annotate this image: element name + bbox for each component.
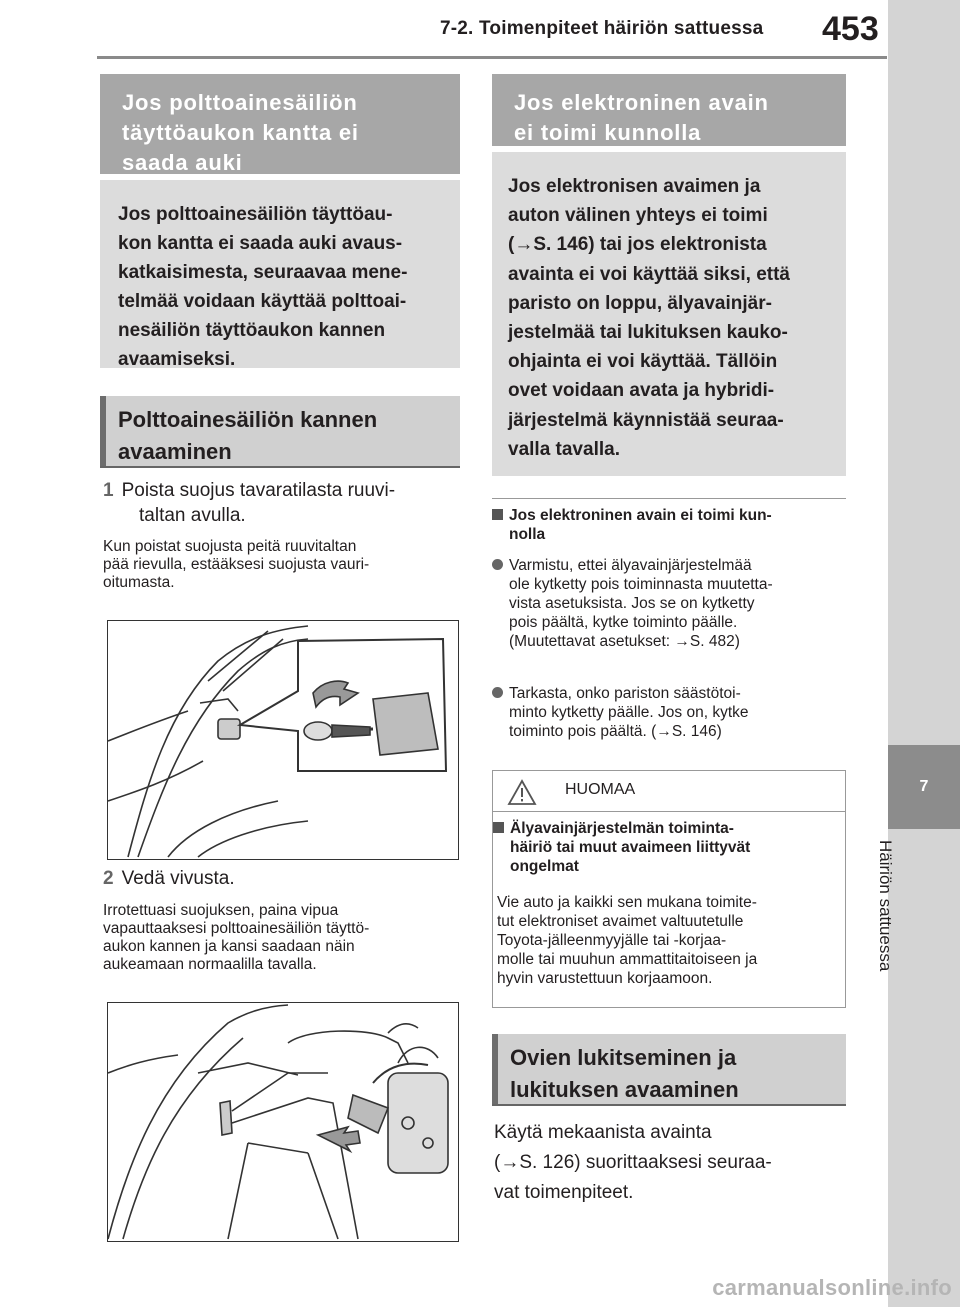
- intro-line: Jos polttoainesäiliön täyttöau-: [118, 204, 393, 225]
- closing-line: (→S. 126) suorittaaksesi seuraa-: [494, 1152, 772, 1173]
- note-line: aukeamaan normaalilla tavalla.: [103, 956, 317, 973]
- intro-line: avainta ei voi käyttää siksi, että: [508, 263, 790, 285]
- illustration-remove-cover: [107, 620, 459, 860]
- step-2: [103, 866, 463, 891]
- bullet-line: ole kytketty pois toiminnasta muutetta-: [509, 576, 773, 593]
- step-text: taltan avulla.: [139, 505, 246, 526]
- bullet-item-1: [492, 556, 846, 651]
- step-number: 1: [103, 480, 114, 501]
- notice-head-line: häiriö tai muut avaimeen liittyvät: [510, 839, 751, 856]
- note-line: pää rievulla, estääksesi suojusta vauri-: [103, 556, 370, 573]
- bullet-heading-line: nolla: [509, 526, 546, 543]
- bullet-line: minto kytketty päälle. Jos on, kytke: [509, 704, 749, 721]
- chapter-label-text: Häiriön sattuessa: [876, 840, 895, 972]
- header-rule: [97, 56, 887, 59]
- step-1-note: [103, 538, 463, 592]
- notice-heading: [493, 819, 843, 876]
- trunk-screwdriver-illustration: [108, 621, 457, 858]
- notice-title: HUOMAA: [565, 781, 636, 798]
- trunk-lever-illustration: [108, 1003, 457, 1240]
- intro-line: paristo on loppu, älyavainjär-: [508, 292, 772, 314]
- square-bullet-icon: [492, 509, 503, 520]
- note-line: vapauttaaksesi polttoainesäiliön täyttö-: [103, 920, 370, 937]
- subheading-line: avaaminen: [118, 439, 232, 464]
- circle-bullet-icon: [492, 559, 503, 570]
- bullet-line: vista asetuksista. Jos se on kytketty: [509, 595, 755, 612]
- notice-body-line: molle tai muuhun ammattitaitoiseen ja: [497, 951, 758, 968]
- notice-body-line: tut elektroniset avaimet valtuutetulle: [497, 913, 744, 930]
- heading-line: saada auki: [122, 150, 243, 175]
- watermark: [0, 1275, 960, 1301]
- illustration-pull-lever: [107, 1002, 459, 1242]
- step-text: Poista suojus tavaratilasta ruuvi-: [121, 480, 396, 501]
- heading-line: Jos elektroninen avain: [514, 90, 769, 115]
- subheading-bar: [100, 396, 106, 466]
- note-line: Irrotettuasi suojuksen, paina vipua: [103, 902, 339, 919]
- intro-line: ovet voidaan avata ja hybridi-: [508, 380, 775, 402]
- watermark-text: carmanualsonline.info: [712, 1275, 952, 1300]
- notice-head-line: ongelmat: [510, 858, 579, 875]
- square-bullet-icon: [493, 822, 504, 833]
- notice-body-line: hyvin varustettuun korjaamoon.: [497, 970, 713, 987]
- note-line: Kun poistat suojusta peitä ruuvitaltan: [103, 538, 357, 555]
- step-number: 2: [103, 868, 114, 889]
- notice-body-line: Toyota-jälleenmyyjälle tai -korjaa-: [497, 932, 727, 949]
- subheading-rule: [492, 1104, 846, 1106]
- step-1: [103, 478, 463, 528]
- notice-head-line: Älyavainjärjestelmän toiminta-: [510, 820, 734, 837]
- step-2-note: [103, 902, 463, 974]
- electronic-key-heading: [492, 74, 846, 146]
- chapter-tab[interactable]: 7: [888, 745, 960, 829]
- chapter-label: [876, 840, 919, 1010]
- closing-line: Käytä mekaanista avainta: [494, 1122, 712, 1143]
- intro-line: avaamiseksi.: [118, 349, 236, 370]
- section-title: 7-2. Toimenpiteet häiriön sattuessa: [440, 18, 764, 39]
- electronic-key-intro: [492, 152, 846, 476]
- bullet-item-2: [492, 684, 846, 741]
- intro-line: kon kantta ei saada auki avaus-: [118, 233, 403, 254]
- bullet-line: (Muutettavat asetukset: →S. 482): [509, 633, 740, 650]
- heading-line: ei toimi kunnolla: [514, 120, 702, 145]
- warning-icon: [507, 779, 537, 806]
- closing-text: [494, 1118, 848, 1208]
- open-lid-subheading: [100, 396, 460, 466]
- bullet-line: toiminto pois päältä. (→S. 146): [509, 723, 722, 740]
- intro-line: katkaisimesta, seuraavaa mene-: [118, 262, 408, 283]
- closing-line: vat toimenpiteet.: [494, 1182, 634, 1203]
- notice-body: [497, 893, 843, 988]
- subheading-line: Ovien lukitseminen ja: [510, 1045, 737, 1070]
- side-tab-strip: [888, 0, 960, 1307]
- intro-line: järjestelmä käynnistää seuraa-: [508, 409, 784, 431]
- bullet-section-rule: [492, 498, 846, 499]
- fuel-lid-heading: [100, 74, 460, 174]
- bullet-line: Varmistu, ettei älyavainjärjestelmää: [509, 557, 752, 574]
- bullet-line: pois päältä, kytke toiminto päälle.: [509, 614, 738, 631]
- note-line: aukon kannen ja kansi saadaan näin: [103, 938, 355, 955]
- locking-subheading: [492, 1034, 846, 1104]
- page-number: 453: [822, 10, 879, 48]
- subheading-bar: [492, 1034, 498, 1104]
- subheading-rule: [100, 466, 460, 468]
- bullet-heading-line: Jos elektroninen avain ei toimi kun-: [509, 507, 772, 524]
- intro-line: valla tavalla.: [508, 438, 620, 460]
- intro-line: nesäiliön täyttöaukon kannen: [118, 320, 386, 341]
- intro-line: ohjainta ei voi käyttää. Tällöin: [508, 351, 778, 373]
- step-text: Vedä vivusta.: [121, 868, 235, 889]
- circle-bullet-icon: [492, 687, 503, 698]
- note-line: oitumasta.: [103, 574, 175, 591]
- intro-line: auton välinen yhteys ei toimi: [508, 205, 768, 227]
- notice-body-line: Vie auto ja kaikki sen mukana toimite-: [497, 894, 757, 911]
- heading-line: Jos polttoainesäiliön: [122, 90, 358, 115]
- bullet-line: Tarkasta, onko pariston säästötoi-: [509, 685, 741, 702]
- intro-line: Jos elektronisen avaimen ja: [508, 176, 761, 197]
- intro-line: (→S. 146) tai jos elektronista: [508, 234, 767, 256]
- subheading-line: lukituksen avaaminen: [510, 1077, 739, 1102]
- bullet-heading: [492, 506, 846, 544]
- subheading-line: Polttoainesäiliön kannen: [118, 407, 378, 432]
- intro-line: jestelmää tai lukituksen kauko-: [508, 322, 788, 344]
- notice-box: [492, 770, 846, 1008]
- heading-line: täyttöaukon kantta ei: [122, 120, 359, 145]
- fuel-lid-intro: [100, 180, 460, 368]
- notice-divider: [493, 811, 845, 812]
- intro-line: telmää voidaan käyttää polttoai-: [118, 291, 407, 312]
